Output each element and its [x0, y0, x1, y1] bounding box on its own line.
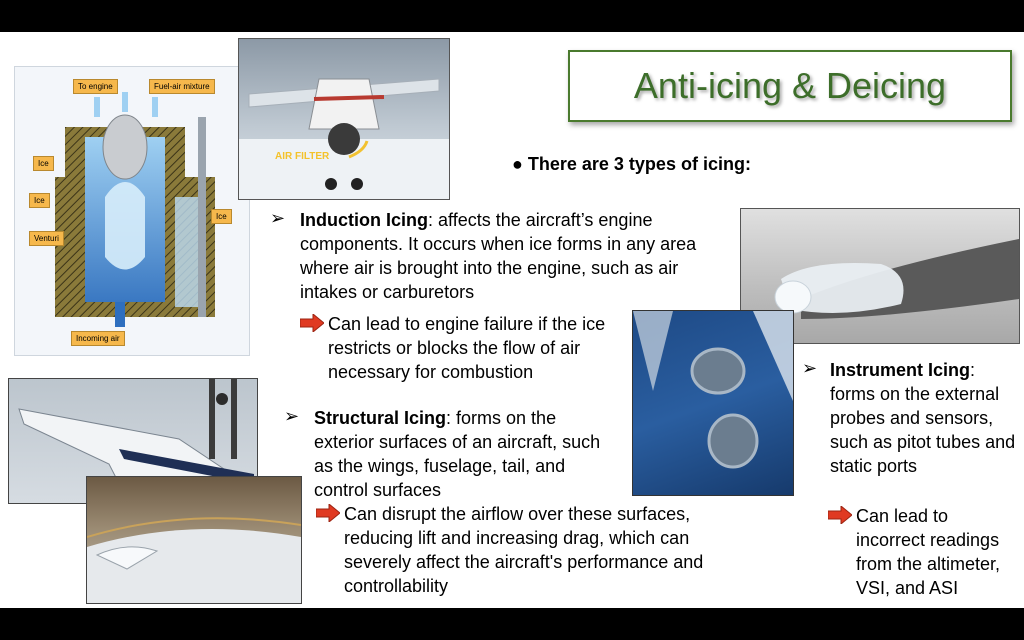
dot-bullet-icon: ●	[512, 154, 528, 174]
structural-description: : forms on the exterior surfaces of an aircraft, such as the wings, fuselage, tail, and control surfaces	[314, 408, 601, 500]
induction-heading: Induction Icing	[300, 210, 428, 230]
instrument-heading: Instrument Icing	[830, 360, 971, 380]
label-venturi: Venturi	[29, 231, 64, 246]
red-arrow-icon	[300, 314, 324, 332]
induction-consequence: Can lead to engine failure if the ice restricts or blocks the flow of air necessary for combustion	[328, 314, 606, 382]
carburetor-diagram	[14, 66, 250, 356]
instrument-consequence: Can lead to incorrect readings from the altimeter, VSI, and ASI	[856, 506, 1001, 598]
air-filter-label: AIR FILTER	[275, 151, 330, 162]
label-ice-2: Ice	[29, 193, 50, 208]
ice-patches-illustration	[633, 311, 793, 495]
slide-title: Anti-icing & Deicing	[633, 65, 947, 106]
aircraft-in-snow-illustration	[239, 39, 449, 199]
instrument-description: : forms on the external probes and sensors, such as pitot tubes and static ports	[830, 360, 1016, 476]
red-arrow-icon	[828, 506, 852, 524]
arrow-bullet-icon: ➢	[270, 208, 286, 228]
structural-consequence: Can disrupt the airflow over these surfaces, reducing lift and increasing drag, which can severely affect the aircraft's performance and controllability	[344, 504, 704, 596]
induction-icing-text	[300, 208, 700, 304]
arrow-bullet-icon: ➢	[802, 358, 818, 378]
label-fuel-air-mixture: Fuel-air mixture	[149, 79, 215, 94]
induction-description: : affects the aircraft’s engine components. It occurs when ice forms in any area where air is brought into the engine, such as air intakes or carburetors	[300, 210, 697, 302]
label-incoming-air: Incoming air	[71, 331, 125, 346]
title-box	[568, 50, 1012, 122]
structural-heading: Structural Icing	[314, 408, 447, 428]
wing-ice-photo	[86, 476, 302, 604]
intro-text: There are 3 types of icing:	[527, 154, 751, 174]
iced-wing-illustration	[87, 477, 301, 603]
label-ice-1: Ice	[33, 156, 54, 171]
structural-icing-text	[314, 406, 610, 502]
slide	[0, 32, 1024, 608]
arrow-bullet-icon: ➢	[284, 406, 300, 426]
label-ice-3: Ice	[211, 209, 232, 224]
air-filter-photo	[238, 38, 450, 200]
label-to-engine: To engine	[73, 79, 118, 94]
red-arrow-icon	[316, 504, 340, 522]
intro-bullet	[512, 152, 751, 176]
ice-surface-photo	[632, 310, 794, 496]
instrument-icing-text	[830, 358, 1016, 478]
